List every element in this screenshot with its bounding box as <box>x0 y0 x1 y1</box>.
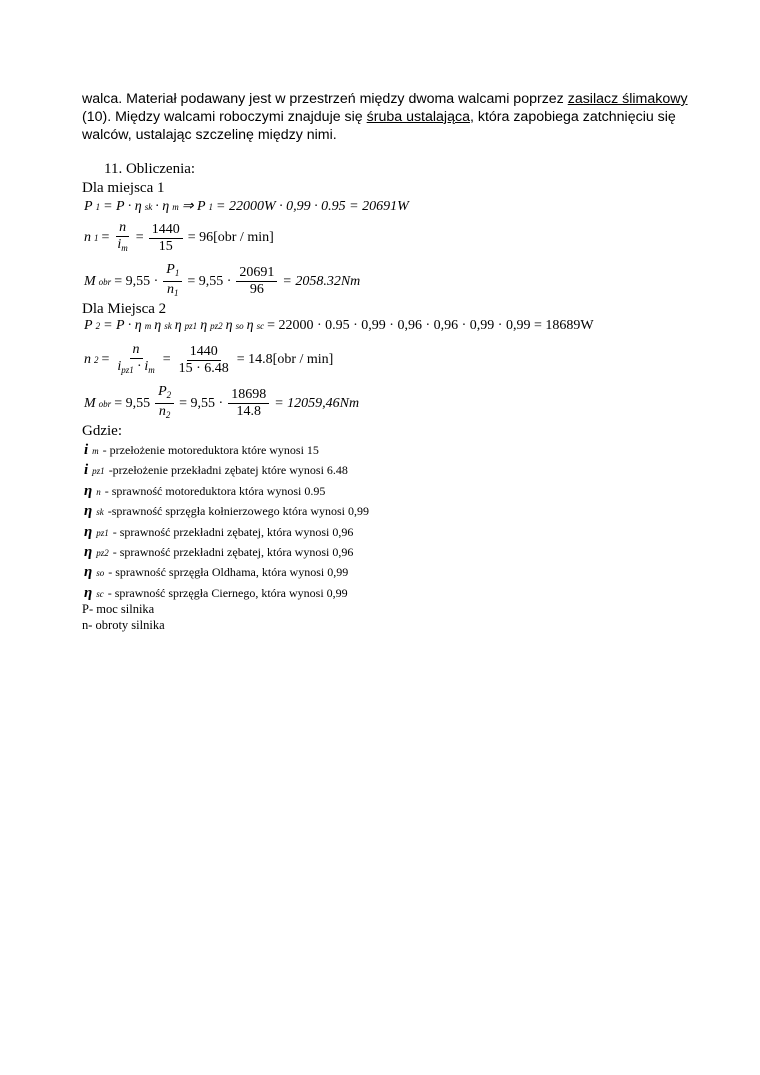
numerator: n <box>116 220 129 237</box>
expr: = P · η <box>103 318 142 333</box>
fraction <box>228 387 269 420</box>
subscript: 2 <box>94 355 99 365</box>
legend-subscript: pz1 <box>92 465 105 476</box>
subscript: pz1 <box>184 321 198 331</box>
subscript: 2 <box>165 410 171 420</box>
legend-description: - przełożenie motoreduktora które wynosi 15 <box>102 443 319 457</box>
result: = 2058.32Nm <box>282 273 361 289</box>
legend-item <box>84 483 325 500</box>
legend-description: - sprawność sprzęgła Ciernego, która wynosi 0,99 <box>107 586 348 600</box>
place2-heading: Dla Miejsca 2 <box>82 301 167 317</box>
subscript: obr <box>98 398 112 409</box>
denominator: 14.8 <box>236 404 261 419</box>
denominator: n <box>167 282 175 297</box>
legend-heading: Gdzie: <box>82 423 122 439</box>
symbol: P <box>84 198 93 214</box>
subscript: m <box>172 201 179 212</box>
legend-item <box>84 442 319 459</box>
section-title: 11. Obliczenia: <box>104 161 196 177</box>
symbol: M <box>84 273 96 289</box>
legend-subscript: sc <box>96 588 104 599</box>
fraction <box>114 220 130 256</box>
subscript: 1 <box>174 268 180 278</box>
place1-power-equation <box>84 198 409 215</box>
denominator: 15 <box>158 238 173 254</box>
numerator: 1440 <box>187 344 221 361</box>
subscript: obr <box>98 276 112 287</box>
legend-description: - sprawność przekładni zębatej, która wynosi 0,96 <box>112 525 354 539</box>
legend-item <box>84 524 353 541</box>
subscript: m <box>121 243 128 253</box>
place1-torque-equation <box>84 262 360 301</box>
intro-text: walca. Materiał podawany jest w przestrzeń między dwoma walcami poprzez <box>82 91 568 107</box>
expr: = 9,55 · <box>187 273 232 289</box>
legend-item <box>84 564 348 581</box>
legend-description: - sprawność sprzęgła Oldhama, która wynosi 0,99 <box>108 565 349 579</box>
intro-text: , która zapobiega zatchnięciu się walców, ustalając szczelinę między nimi. <box>82 109 676 143</box>
intro-text: (10). Między walcami roboczymi znajduje się <box>82 109 367 125</box>
place1-heading: Dla miejsca 1 <box>82 180 165 196</box>
numerator: P <box>158 384 167 399</box>
legend-n-line: n- obroty silnika <box>82 618 165 632</box>
fraction <box>176 344 232 377</box>
expr: = 9,55 · <box>114 273 159 289</box>
fraction <box>163 262 182 301</box>
legend-symbol: η <box>84 524 93 540</box>
numerator: 18698 <box>228 387 269 404</box>
subscript: 1 <box>174 288 179 298</box>
place1-speed-equation: n 1 = $\frac{n}{i_m}$ = $\frac{1440}{15}$ = 96[obr / min] <box>84 220 274 256</box>
legend-subscript: so <box>96 567 105 578</box>
legend-subscript: pz1 <box>96 527 109 538</box>
denominator: n <box>158 404 166 419</box>
subscript: so <box>235 321 244 331</box>
symbol: n <box>84 352 91 367</box>
subscript: pz2 <box>210 321 223 331</box>
subscript: 1 <box>208 201 214 212</box>
expr: · η <box>155 198 170 214</box>
fraction <box>149 222 183 255</box>
legend-subscript: pz2 <box>96 547 109 558</box>
denominator: 96 <box>249 282 264 297</box>
place2-torque-equation <box>84 384 359 423</box>
fraction <box>155 384 174 423</box>
result: = 12059,46Nm <box>274 395 360 411</box>
legend-description: -sprawność sprzęgła kołnierzowego która wynosi 0,99 <box>107 504 369 518</box>
legend-symbol: η <box>84 544 93 560</box>
intro-paragraph <box>82 90 692 144</box>
legend-symbol: η <box>84 585 93 601</box>
link-zasilacz[interactable]: zasilacz ślimakowy <box>567 91 688 107</box>
legend-symbol: i <box>84 462 89 478</box>
subscript: sk <box>144 201 153 212</box>
result: = 22000W · 0,99 · 0.95 = 20691W <box>216 198 409 214</box>
place2-speed-equation: n 2 = $\frac{n}{i_{pz1} \cdot i_m}$ = $\frac{1440}{15 \cdot 6.48}$ = 14.8[obr / min] <box>84 342 333 378</box>
legend-p-line: P- moc silnika <box>82 602 155 616</box>
subscript: m <box>148 365 155 375</box>
symbol: M <box>84 395 96 411</box>
expr: ⇒ P <box>181 199 206 214</box>
result: = 96[obr / min] <box>187 230 274 245</box>
denominator: i <box>117 237 122 252</box>
legend-description: -przełożenie przekładni zębatej które wynosi 6.48 <box>108 463 348 477</box>
subscript: 1 <box>94 233 99 243</box>
link-sruba[interactable]: śruba ustalająca <box>366 109 470 125</box>
legend-symbol: i <box>84 442 89 458</box>
place2-power-equation: P 2 = P · η m η sk η pz1 η pz2 η so η sc = 22000 · 0.95 · 0,99 · 0,96 · 0,96 · 0,99 · 0,99 = 18689W <box>84 318 594 333</box>
legend-description: - sprawność przekładni zębatej, która wynosi 0,96 <box>112 545 354 559</box>
numerator: 1440 <box>149 222 183 239</box>
expr: = 9,55 <box>114 395 151 411</box>
result: = 22000 · 0.95 · 0,99 · 0,96 · 0,96 · 0,99 · 0,99 = 18689W <box>267 318 594 333</box>
subscript: sk <box>164 321 172 331</box>
subscript: 1 <box>95 201 101 212</box>
subscript: 2 <box>95 321 101 331</box>
legend-item <box>84 544 353 561</box>
subscript: sc <box>256 321 265 331</box>
result: = 14.8[obr / min] <box>236 352 334 367</box>
denominator: · i <box>133 359 149 374</box>
numerator: P <box>166 262 175 277</box>
legend-item <box>84 462 348 479</box>
legend-subscript: m <box>92 445 99 456</box>
fraction <box>114 342 157 378</box>
fraction <box>236 265 277 298</box>
legend-symbol: η <box>84 503 93 519</box>
numerator: 20691 <box>236 265 277 282</box>
legend-subscript: sk <box>96 506 104 517</box>
legend-item <box>84 503 369 520</box>
symbol: n <box>84 230 91 245</box>
subscript: 2 <box>166 390 172 400</box>
numerator: n <box>130 342 143 359</box>
subscript: pz1 <box>121 365 134 375</box>
legend-symbol: η <box>84 483 93 499</box>
expr: = P · η <box>103 198 142 214</box>
legend-symbol: η <box>84 564 93 580</box>
denominator: 15 · 6.48 <box>178 360 229 376</box>
expr: = 9,55 · <box>179 395 224 411</box>
subscript: m <box>144 321 152 331</box>
legend-description: - sprawność motoreduktora która wynosi 0.95 <box>104 484 326 498</box>
symbol: P <box>84 318 93 333</box>
legend-item <box>84 585 348 602</box>
denominator: i <box>117 359 122 374</box>
legend-subscript: n <box>96 486 101 497</box>
